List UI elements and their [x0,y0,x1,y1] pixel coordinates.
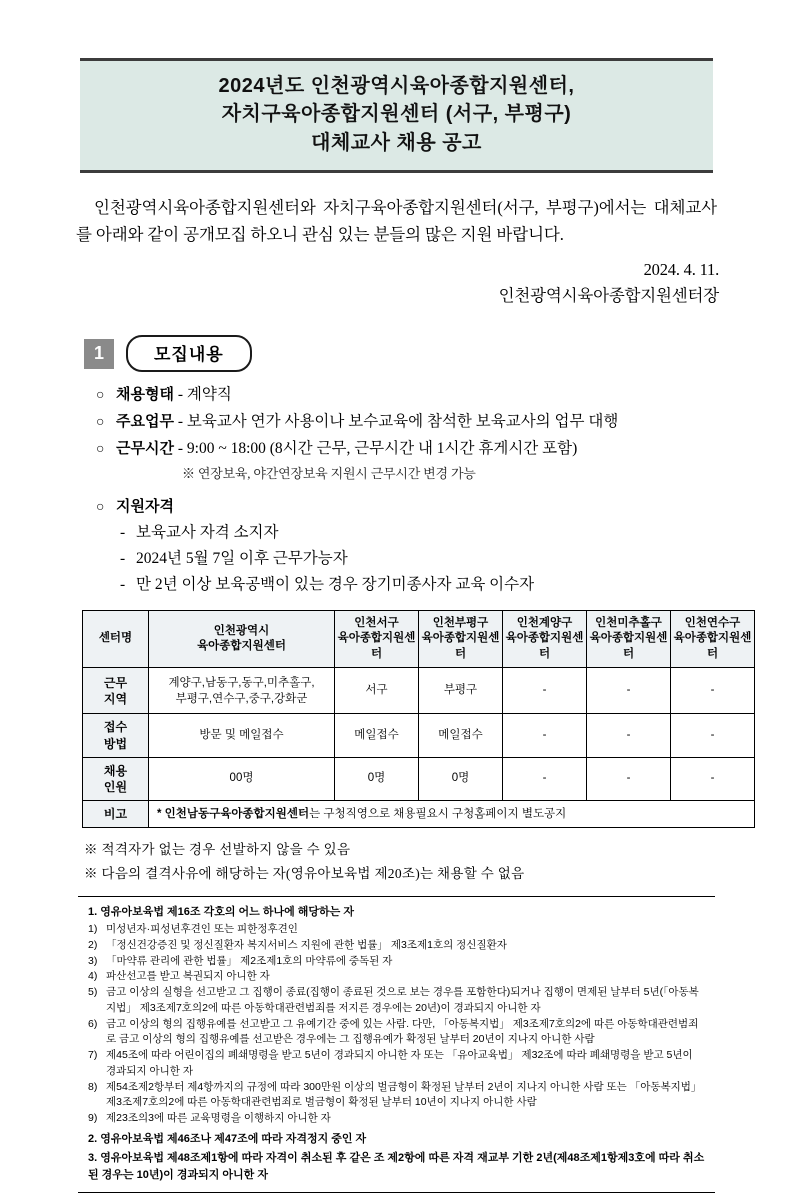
header-text-2: 육아종합지원센터 [421,632,500,660]
table-header-cell [503,610,587,668]
table-cell [149,668,335,714]
list-item [88,969,705,985]
cell-text: 부평구 [443,684,478,697]
bullet-circle-icon: ○ [96,388,105,404]
header-text: 인천서구 [354,616,399,629]
item-label: 주요업무 [116,413,174,431]
note-line: ※ 다음의 결격사유에 해당하는 자(영유아보육법 제20조)는 채용할 수 없음 [84,866,525,881]
item-number: 3) [88,954,98,967]
item-label: 근무시간 [116,439,174,457]
title-line-3: 대체교사 채용 공고 [311,131,482,154]
list-item [96,382,731,409]
cell-text: - [542,684,547,697]
table-cell [149,714,335,757]
row-header-text-2: 지역 [103,691,128,706]
item-value: 보육교사 연가 사용이나 보수교육에 참석한 보육교사의 업무 대행 [186,413,619,431]
cell-text: 메일접수 [354,728,399,741]
table-header-cell [671,610,755,668]
cell-text: - [710,772,715,785]
dash-marker: - [120,549,126,567]
table-cell-remark [149,801,755,828]
item-number: 7) [88,1049,98,1062]
cell-text: 계양구,남동구,동구,미추홀구, [168,676,315,689]
header-text: 센터명 [98,632,133,645]
section-title: 모집내용 [126,335,252,372]
recruit-details-list [96,382,731,598]
list-item [88,922,705,938]
table-row [83,668,755,714]
centers-table [82,610,755,828]
table-cell [335,668,419,714]
list-item [88,1080,705,1112]
cell-text: - [710,684,715,697]
table-cell [419,714,503,757]
item-number: 8) [88,1080,98,1093]
table-cell [419,757,503,800]
item-number: 2) [88,938,98,951]
cell-text: - [542,728,547,741]
table-cell [335,714,419,757]
header-text-2: 육아종합지원센터 [197,640,286,653]
row-header-text: 채용 [103,763,128,778]
row-header [83,668,149,714]
table-row [83,801,755,828]
cell-text: - [710,728,715,741]
bullet-circle-icon: ○ [96,415,105,431]
list-item [96,494,731,520]
list-item [88,1111,705,1127]
header-text-2: 육아종합지원센터 [673,632,752,660]
cell-text: 00명 [229,772,254,785]
table-cell [419,668,503,714]
disqualification-head-3: 3. 영유아보육법 제48조제1항에 따라 자격이 취소된 후 같은 조 제2항에 따른 자격 재교부 기한 2년(제48조제1항제3호에 따라 취소된 경우는 10년)이 경과되지 아니한 자 [88,1152,705,1181]
table-header-cell [587,610,671,668]
list-item [88,1048,705,1080]
item-dash: - [177,439,184,457]
list-item [88,1017,705,1049]
table-cell [587,668,671,714]
item-text: 제54조제2항부터 제4항까지의 규정에 따라 300만원 이상의 벌금형이 확정된 날부터 2년이 지나지 아니한 사람 또는 「아동복지법」 제3조제7호의2에 따른 아동학대관련범죄로 벌금형이 확정된 날부터 10년이 지나지 아니한 사람 [106,1080,702,1109]
qualification-text: 보육교사 자격 소지자 [136,523,279,541]
item-text: 제45조에 따라 어린이집의 폐쇄명령을 받고 5년이 경과되지 아니한 자 또는 「유아교육법」 제32조에 따라 폐쇄명령을 받고 5년이 경과되지 아니한 자 [106,1049,693,1077]
item-number: 5) [88,986,98,999]
header-text: 인천광역시 [213,624,270,637]
cell-text: - [626,728,631,741]
cell-text: 서구 [365,684,388,697]
item-text: 금고 이상의 형의 집행유예를 선고받고 그 유예기간 중에 있는 사람. 다만, 「아동복지법」 제3조제7호의2에 따른 아동학대관련범죄로 금고 이상의 형의 집행유예를 선고받은 경우에는 그 집행유예가 확정된 날부터 20년이 지나지 아니한 사람 [106,1017,699,1046]
title-line-2: 자치구육아종합지원센터 (서구, 부평구) [221,103,572,126]
list-item [88,985,705,1017]
asterisk-notes [84,838,731,885]
remark-bold: * 인천남동구육아종합지원센터 [157,807,310,820]
header-text-2: 육아종합지원센터 [589,632,668,660]
row-header [83,801,149,828]
header-text-2: 육아종합지원센터 [505,632,584,660]
row-header [83,757,149,800]
list-item [96,436,731,463]
dash-marker: - [120,523,126,541]
item-number: 1) [88,923,98,936]
qualification-text: 2024년 5월 7일 이후 근무가능자 [136,549,348,567]
item-text: 미성년자·피성년후견인 또는 피한정후견인 [106,923,298,936]
item-text: 제23조의3에 따른 교육명령을 이행하지 아니한 자 [106,1112,331,1125]
header-text: 인천계양구 [516,616,573,629]
row-header-text: 접수 [103,720,128,735]
row-header-text-2: 인원 [103,780,128,794]
table-cell [587,714,671,757]
list-item [120,546,731,572]
table-row [83,714,755,757]
section-1-heading [84,335,731,372]
row-header-text: 비고 [103,807,128,822]
table-cell [503,757,587,800]
qualification-text: 만 2년 이상 보육공백이 있는 경우 장기미종사자 교육 이수자 [136,575,535,593]
list-item [120,572,731,598]
item-text: 「마약류 관리에 관한 법률」 제2조제1호의 마약류에 중독된 자 [106,954,393,967]
item-number: 4) [88,970,98,983]
item-value: 9:00 ~ 18:00 (8시간 근무, 근무시간 내 1시간 휴게시간 포함) [186,439,578,457]
cell-text-2: 부평구,연수구,중구,강화군 [175,692,308,705]
disqualification-head-2: 2. 영유아보육법 제46조나 제47조에 따라 자격정지 중인 자 [88,1132,367,1145]
table-row [83,757,755,800]
list-item [120,520,731,546]
intro-text: 인천광역시육아종합지원센터와 자치구육아종합지원센터(서구, 부평구)에서는 대체교사를 아래와 같이 공개모집 하오니 관심 있는 분들의 많은 지원 바랍니다. [76,198,717,244]
title-line-1: 2024년도 인천광역시육아종합지원센터, [218,75,575,97]
disqualification-box [78,896,715,1193]
header-text: 인천연수구 [684,616,741,629]
table-cell [587,757,671,800]
table-cell [671,668,755,714]
item-dash: - [177,413,184,431]
cell-text: 0명 [451,772,470,785]
header-text-2: 육아종합지원센터 [337,632,416,660]
table-cell [149,757,335,800]
disqualification-head-1: 1. 영유아보육법 제16조 각호의 어느 하나에 해당하는 자 [88,905,354,918]
note-line: ※ 적격자가 없는 경우 선발하지 않을 수 있음 [84,842,351,858]
item-text: 파산선고를 받고 복권되지 아니한 자 [106,970,270,983]
row-header-text: 근무 [103,675,128,690]
header-text: 인천부평구 [432,616,489,629]
header-text: 인천미추홀구 [595,616,662,629]
intro-paragraph [76,195,717,248]
issue-signature [62,257,731,310]
section-number-badge: 1 [84,339,114,369]
cell-text: - [542,772,547,785]
table-header-cell [149,610,335,668]
qualification-label: 지원자격 [116,497,174,515]
item-text: 금고 이상의 실형을 선고받고 그 집행이 종료(집행이 종료된 것으로 보는 경우를 포함한다)되거나 집행이 면제된 날부터 5년(「아동복지법」 제3조제7호의2에 따른 아동학대관련범죄를 저지른 경우에는 20년)이 경과되지 아니한 자 [106,986,699,1014]
list-item [88,938,705,954]
cell-text: - [626,772,631,785]
item-dash: - [177,386,184,404]
bullet-circle-icon: ○ [96,441,105,457]
cell-text: - [626,684,631,697]
row-header [83,714,149,757]
issuer-name: 인천광역시육아종합지원센터장 [498,286,719,305]
table-cell [503,668,587,714]
cell-text: 메일접수 [438,728,483,741]
cell-text: 0명 [367,772,386,785]
item-number: 9) [88,1112,98,1125]
bullet-circle-icon: ○ [96,499,105,515]
table-cell [671,714,755,757]
table-cell [335,757,419,800]
table-cell [671,757,755,800]
item-value: 계약직 [186,386,232,404]
table-cell [503,714,587,757]
title-banner [80,58,713,173]
item-number: 6) [88,1017,98,1030]
table-header-cell [419,610,503,668]
row-header-text-2: 방법 [103,736,128,751]
item-text: 「정신건강증진 및 정신질환자 복지서비스 지원에 관한 법률」 제3조제1호의 정신질환자 [106,938,507,951]
dash-marker: - [120,575,126,593]
item-label: 채용형태 [116,386,174,404]
issue-date: 2024. 4. 11. [643,259,719,279]
table-header-cell [335,610,419,668]
table-header-cell [83,610,149,668]
cell-text: 방문 및 메일접수 [199,728,284,741]
table-header-row [83,610,755,668]
remark-rest: 는 구청직영으로 채용필요시 구청홈페이지 별도공지 [309,807,567,820]
list-item [88,954,705,970]
list-item [96,409,731,436]
worktime-note: ※ 연장보육, 야간연장보육 지원시 근무시간 변경 가능 [182,466,476,482]
